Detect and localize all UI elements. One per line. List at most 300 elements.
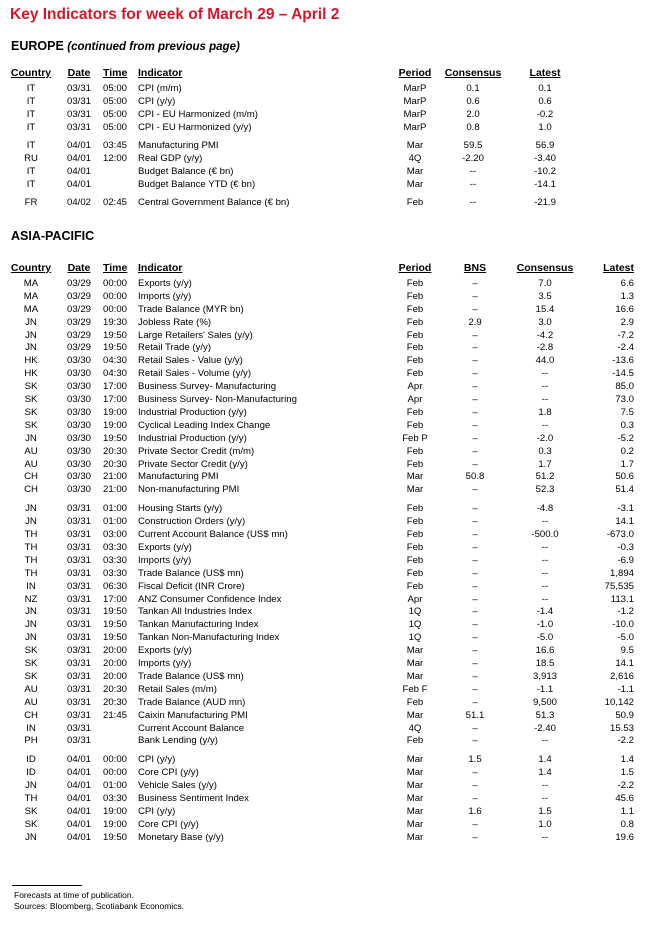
asia-cell-date: 03/31 [66,735,91,746]
asia-cell-bns: – [472,606,478,617]
europe-cell-date: 04/01 [66,153,91,164]
europe-table-row [0,95,647,108]
asia-cell-latest: -1.2 [617,606,634,617]
asia-cell-bns: – [472,658,478,669]
asia-cell-time: 04:30 [103,368,128,379]
asia-cell-period: Mar [406,793,424,804]
asia-table-row [0,470,647,483]
asia-cell-latest: 45.6 [615,793,634,804]
asia-cell-consensus: -2.0 [536,433,554,444]
asia-cell-date: 03/31 [66,529,91,540]
asia-cell-period: Feb [406,317,424,328]
asia-cell-latest: 1.3 [620,291,634,302]
asia-cell-date: 03/31 [66,632,91,643]
asia-cell-bns: – [472,819,478,830]
asia-cell-country: AU [24,684,38,695]
asia-cell-date: 03/30 [66,394,91,405]
asia-cell-bns: – [472,723,478,734]
asia-cell-indicator: Retail Sales - Value (y/y) [138,355,243,366]
asia-cell-period: Mar [406,471,424,482]
asia-cell-country: JN [25,606,37,617]
asia-cell-time: 20:30 [103,697,128,708]
asia-cell-consensus: -- [541,780,549,791]
asia-cell-bns: – [472,433,478,444]
asia-cell-indicator: Exports (y/y) [138,278,192,289]
asia-cell-indicator: Manufacturing PMI [138,471,219,482]
asia-cell-period: Mar [406,767,424,778]
asia-cell-date: 03/30 [66,484,91,495]
page-title: Key Indicators for week of March 29 – April 2 [10,6,340,23]
asia-cell-period: Feb [406,330,424,341]
europe-cell-period: MarP [403,109,427,120]
asia-cell-consensus: -5.0 [536,632,554,643]
asia-cell-consensus: -- [541,394,549,405]
europe-table-row [0,108,647,121]
asia-cell-indicator: Construction Orders (y/y) [138,516,246,527]
asia-cell-latest: 15.53 [609,723,634,734]
europe-cell-indicator: CPI (m/m) [138,83,182,94]
asia-cell-bns: – [472,459,478,470]
asia-cell-date: 03/31 [66,542,91,553]
asia-header-bns: BNS [463,262,487,274]
asia-cell-consensus: 0.3 [538,446,552,457]
europe-cell-time: 02:45 [103,197,128,208]
asia-cell-date: 03/31 [66,645,91,656]
europe-cell-country: IT [26,109,36,120]
europe-cell-time: 05:00 [103,109,128,120]
asia-cell-country: JN [25,330,37,341]
asia-cell-indicator: Imports (y/y) [138,555,192,566]
asia-cell-bns: – [472,355,478,366]
asia-cell-indicator: Industrial Production (y/y) [138,407,247,418]
asia-cell-country: JN [25,632,37,643]
europe-cell-period: Mar [406,179,424,190]
asia-cell-latest: 2,616 [609,671,634,682]
asia-cell-bns: – [472,793,478,804]
asia-cell-country: TH [24,793,38,804]
asia-cell-date: 03/30 [66,381,91,392]
europe-header-consensus: Consensus [444,67,502,79]
asia-cell-country: AU [24,697,38,708]
asia-cell-time: 19:30 [103,317,128,328]
asia-cell-bns: – [472,684,478,695]
asia-cell-indicator: Vehicle Sales (y/y) [138,780,217,791]
asia-cell-time: 17:00 [103,394,128,405]
footnote-forecasts: Forecasts at time of publication. [14,890,135,900]
asia-cell-indicator: Core CPI (y/y) [138,819,199,830]
asia-cell-latest: -1.1 [617,684,634,695]
asia-cell-latest: -10.0 [612,619,634,630]
asia-cell-bns: – [472,420,478,431]
asia-table-row [0,618,647,631]
asia-cell-period: Feb [406,555,424,566]
asia-cell-bns: – [472,619,478,630]
asia-cell-date: 03/30 [66,368,91,379]
europe-cell-latest: 0.6 [538,96,552,107]
asia-cell-latest: 1.5 [620,767,634,778]
asia-cell-period: Mar [406,819,424,830]
asia-cell-date: 04/01 [66,819,91,830]
asia-cell-latest: 10,142 [604,697,634,708]
asia-cell-latest: -2.2 [617,780,634,791]
europe-cell-country: FR [24,197,38,208]
asia-cell-country: SK [24,394,38,405]
asia-table-row [0,290,647,303]
europe-cell-country: RU [24,153,38,164]
asia-cell-period: 1Q [408,632,422,643]
asia-table-row [0,367,647,380]
europe-cell-time: 05:00 [103,96,128,107]
asia-cell-latest: -2.4 [617,342,634,353]
asia-cell-latest: 1.4 [620,754,634,765]
asia-cell-consensus: -- [541,594,549,605]
asia-cell-indicator: Non-manufacturing PMI [138,484,240,495]
asia-table-row [0,753,647,766]
europe-cell-indicator: CPI - EU Harmonized (m/m) [138,109,258,120]
asia-cell-period: Feb [406,542,424,553]
asia-cell-latest: -14.5 [612,368,634,379]
asia-cell-consensus: 18.5 [535,658,555,669]
asia-table-row [0,657,647,670]
asia-cell-date: 03/29 [66,278,91,289]
asia-cell-country: CH [24,471,38,482]
asia-cell-latest: -5.2 [617,433,634,444]
europe-cell-indicator: Central Government Balance (€ bn) [138,197,290,208]
asia-cell-time: 21:45 [103,710,128,721]
asia-table-row [0,419,647,432]
europe-cell-date: 03/31 [66,83,91,94]
footnote-sources: Sources: Bloomberg, Scotiabank Economics. [14,901,185,911]
europe-cell-date: 03/31 [66,109,91,120]
asia-cell-period: Mar [406,780,424,791]
europe-cell-indicator: Real GDP (y/y) [138,153,203,164]
asia-cell-country: CH [24,710,38,721]
asia-cell-period: Mar [406,754,424,765]
asia-cell-date: 03/30 [66,459,91,470]
asia-header-country: Country [10,262,52,274]
asia-table-row [0,831,647,844]
asia-cell-period: Feb [406,516,424,527]
europe-cell-time: 05:00 [103,83,128,94]
asia-cell-time: 00:00 [103,767,128,778]
footnote-divider [12,885,82,886]
asia-table-row [0,734,647,747]
asia-header-time: Time [103,262,128,274]
asia-cell-latest: 16.6 [615,304,634,315]
asia-cell-consensus: -- [541,381,549,392]
europe-table-row [0,178,647,191]
asia-cell-time: 01:00 [103,516,128,527]
europe-cell-consensus: -2.20 [462,153,484,164]
asia-cell-time: 00:00 [103,278,128,289]
asia-cell-consensus: -1.0 [536,619,554,630]
asia-cell-period: Feb [406,407,424,418]
asia-cell-consensus: 16.6 [535,645,555,656]
asia-cell-latest: -13.6 [612,355,634,366]
asia-cell-latest: 75,535 [604,581,634,592]
asia-cell-indicator: Current Account Balance (US$ mn) [138,529,288,540]
asia-cell-country: JN [25,503,37,514]
asia-cell-consensus: 51.3 [535,710,555,721]
asia-table-row [0,792,647,805]
asia-cell-country: SK [24,407,38,418]
asia-cell-indicator: Exports (y/y) [138,542,192,553]
asia-cell-latest: 7.5 [620,407,634,418]
asia-cell-latest: 2.9 [620,317,634,328]
asia-table-row [0,683,647,696]
asia-cell-country: ID [26,767,36,778]
asia-table-row [0,554,647,567]
europe-cell-consensus: 0.6 [466,96,480,107]
europe-cell-period: Feb [406,197,424,208]
asia-cell-period: Feb [406,291,424,302]
europe-cell-consensus: -- [469,197,477,208]
asia-cell-period: Feb [406,459,424,470]
asia-cell-consensus: -2.8 [536,342,554,353]
asia-cell-period: Feb [406,697,424,708]
europe-cell-consensus: -- [469,166,477,177]
asia-cell-indicator: CPI (y/y) [138,806,176,817]
asia-cell-country: JN [25,516,37,527]
asia-cell-indicator: CPI (y/y) [138,754,176,765]
europe-cell-date: 03/31 [66,122,91,133]
asia-cell-time: 19:00 [103,819,128,830]
asia-cell-period: Feb [406,503,424,514]
asia-cell-bns: – [472,529,478,540]
europe-cell-indicator: CPI (y/y) [138,96,176,107]
asia-cell-time: 06:30 [103,581,128,592]
asia-cell-latest: 51.4 [615,484,634,495]
asia-cell-consensus: -4.2 [536,330,554,341]
asia-cell-time: 19:50 [103,832,128,843]
asia-cell-bns: 2.9 [468,317,482,328]
asia-cell-bns: – [472,516,478,527]
asia-cell-date: 03/31 [66,723,91,734]
asia-cell-consensus: 1.7 [538,459,552,470]
asia-cell-period: Feb [406,568,424,579]
europe-cell-country: IT [26,96,36,107]
asia-cell-country: JN [25,317,37,328]
asia-cell-country: JN [25,832,37,843]
asia-cell-date: 04/01 [66,767,91,778]
asia-cell-latest: 14.1 [615,658,634,669]
asia-cell-date: 03/30 [66,355,91,366]
asia-cell-time: 21:00 [103,484,128,495]
asia-cell-time: 20:30 [103,446,128,457]
europe-cell-latest: -10.2 [534,166,556,177]
asia-cell-period: Mar [406,645,424,656]
asia-cell-latest: 6.6 [620,278,634,289]
asia-cell-indicator: Core CPI (y/y) [138,767,199,778]
asia-cell-bns: – [472,542,478,553]
asia-cell-indicator: Industrial Production (y/y) [138,433,247,444]
asia-cell-consensus: -- [541,793,549,804]
asia-table-row [0,670,647,683]
asia-cell-time: 00:00 [103,304,128,315]
asia-cell-date: 03/31 [66,503,91,514]
asia-cell-consensus: 44.0 [535,355,555,366]
asia-cell-time: 17:00 [103,381,128,392]
europe-table-row [0,152,647,165]
europe-cell-latest: -21.9 [534,197,556,208]
asia-cell-date: 03/29 [66,342,91,353]
asia-cell-period: Feb [406,446,424,457]
asia-table-row [0,502,647,515]
asia-cell-bns: – [472,368,478,379]
europe-cell-consensus: 0.1 [466,83,480,94]
asia-cell-period: 1Q [408,606,422,617]
asia-table-row [0,341,647,354]
asia-table-row [0,779,647,792]
asia-cell-bns: – [472,767,478,778]
asia-cell-date: 03/31 [66,555,91,566]
europe-cell-latest: 1.0 [538,122,552,133]
asia-cell-consensus: 3.0 [538,317,552,328]
asia-cell-indicator: Retail Trade (y/y) [138,342,212,353]
asia-cell-consensus: 1.0 [538,819,552,830]
europe-cell-date: 04/01 [66,140,91,151]
asia-cell-country: TH [24,542,38,553]
europe-header-indicator: Indicator [138,67,183,79]
asia-cell-latest: -3.1 [617,503,634,514]
asia-cell-bns: – [472,697,478,708]
asia-table-row [0,805,647,818]
asia-cell-time: 01:00 [103,780,128,791]
asia-cell-country: JN [25,780,37,791]
europe-cell-consensus: 59.5 [463,140,483,151]
asia-cell-date: 03/31 [66,594,91,605]
europe-cell-period: MarP [403,96,427,107]
europe-cell-latest: -0.2 [536,109,554,120]
asia-cell-bns: 1.6 [468,806,482,817]
asia-cell-date: 03/30 [66,446,91,457]
europe-table-row [0,121,647,134]
europe-cell-country: IT [26,166,36,177]
asia-table-row [0,354,647,367]
asia-cell-consensus: 1.4 [538,767,552,778]
asia-cell-period: Feb [406,304,424,315]
asia-cell-time: 03:30 [103,542,128,553]
asia-cell-country: IN [26,581,36,592]
europe-cell-latest: 56.9 [535,140,555,151]
asia-table-row [0,541,647,554]
asia-cell-bns: – [472,330,478,341]
asia-header-latest: Latest [603,262,634,274]
asia-cell-time: 20:00 [103,671,128,682]
asia-cell-consensus: -500.0 [531,529,559,540]
asia-cell-time: 04:30 [103,355,128,366]
asia-cell-bns: – [472,394,478,405]
asia-cell-bns: – [472,503,478,514]
asia-cell-bns: 50.8 [465,471,485,482]
asia-cell-date: 04/01 [66,793,91,804]
asia-cell-time: 01:00 [103,503,128,514]
asia-cell-consensus: -- [541,581,549,592]
asia-cell-country: JN [25,342,37,353]
europe-cell-date: 04/02 [66,197,91,208]
asia-cell-bns: – [472,342,478,353]
asia-cell-bns: – [472,291,478,302]
asia-cell-latest: 0.2 [620,446,634,457]
asia-cell-indicator: Imports (y/y) [138,658,192,669]
asia-cell-latest: -673.0 [606,529,634,540]
asia-table-row [0,580,647,593]
asia-cell-latest: 50.9 [615,710,634,721]
asia-header-consensus: Consensus [516,262,574,274]
asia-cell-time: 19:50 [103,342,128,353]
asia-cell-date: 03/31 [66,619,91,630]
europe-cell-latest: -14.1 [534,179,556,190]
asia-table-row [0,316,647,329]
asia-cell-latest: -0.3 [617,542,634,553]
asia-cell-consensus: -1.1 [536,684,554,695]
asia-cell-country: PH [24,735,38,746]
asia-cell-time: 00:00 [103,291,128,302]
asia-cell-bns: – [472,632,478,643]
europe-cell-time: 03:45 [103,140,128,151]
asia-cell-country: SK [24,645,38,656]
asia-cell-bns: – [472,446,478,457]
asia-cell-country: HK [24,355,38,366]
asia-cell-bns: – [472,780,478,791]
europe-header-time: Time [103,67,128,79]
asia-cell-bns: 1.5 [468,754,482,765]
asia-cell-consensus: -- [541,735,549,746]
asia-cell-country: SK [24,819,38,830]
asia-cell-indicator: Business Survey- Non-Manufacturing [138,394,297,405]
asia-cell-date: 03/30 [66,433,91,444]
asia-cell-country: TH [24,529,38,540]
europe-cell-country: IT [26,122,36,133]
asia-cell-time: 03:30 [103,568,128,579]
asia-cell-bns: – [472,581,478,592]
asia-table-row [0,644,647,657]
asia-cell-country: SK [24,420,38,431]
asia-cell-time: 00:00 [103,754,128,765]
europe-cell-time: 12:00 [103,153,128,164]
asia-cell-bns: – [472,555,478,566]
asia-cell-bns: 51.1 [465,710,485,721]
asia-cell-country: AU [24,446,38,457]
asia-cell-time: 19:00 [103,420,128,431]
asia-cell-indicator: Business Survey- Manufacturing [138,381,277,392]
asia-cell-time: 20:00 [103,645,128,656]
asia-cell-date: 03/30 [66,407,91,418]
asia-table-row [0,380,647,393]
asia-cell-latest: 14.1 [615,516,634,527]
asia-cell-date: 03/31 [66,606,91,617]
asia-cell-latest: -7.2 [617,330,634,341]
asia-cell-country: AU [24,459,38,470]
asia-cell-consensus: 3.5 [538,291,552,302]
asia-cell-date: 04/01 [66,806,91,817]
europe-table-row [0,82,647,95]
asia-cell-latest: -5.0 [617,632,634,643]
europe-cell-country: IT [26,140,36,151]
europe-section-heading [11,39,240,53]
asia-cell-consensus: -4.8 [536,503,554,514]
europe-cell-date: 03/31 [66,96,91,107]
asia-cell-period: 4Q [408,723,422,734]
asia-cell-indicator: Trade Balance (US$ mn) [138,671,244,682]
asia-cell-date: 03/31 [66,581,91,592]
asia-cell-date: 03/29 [66,304,91,315]
europe-header-row [0,67,647,80]
asia-header-date: Date [67,262,91,274]
asia-cell-consensus: -- [541,542,549,553]
asia-cell-time: 19:00 [103,407,128,418]
asia-cell-period: Feb [406,368,424,379]
